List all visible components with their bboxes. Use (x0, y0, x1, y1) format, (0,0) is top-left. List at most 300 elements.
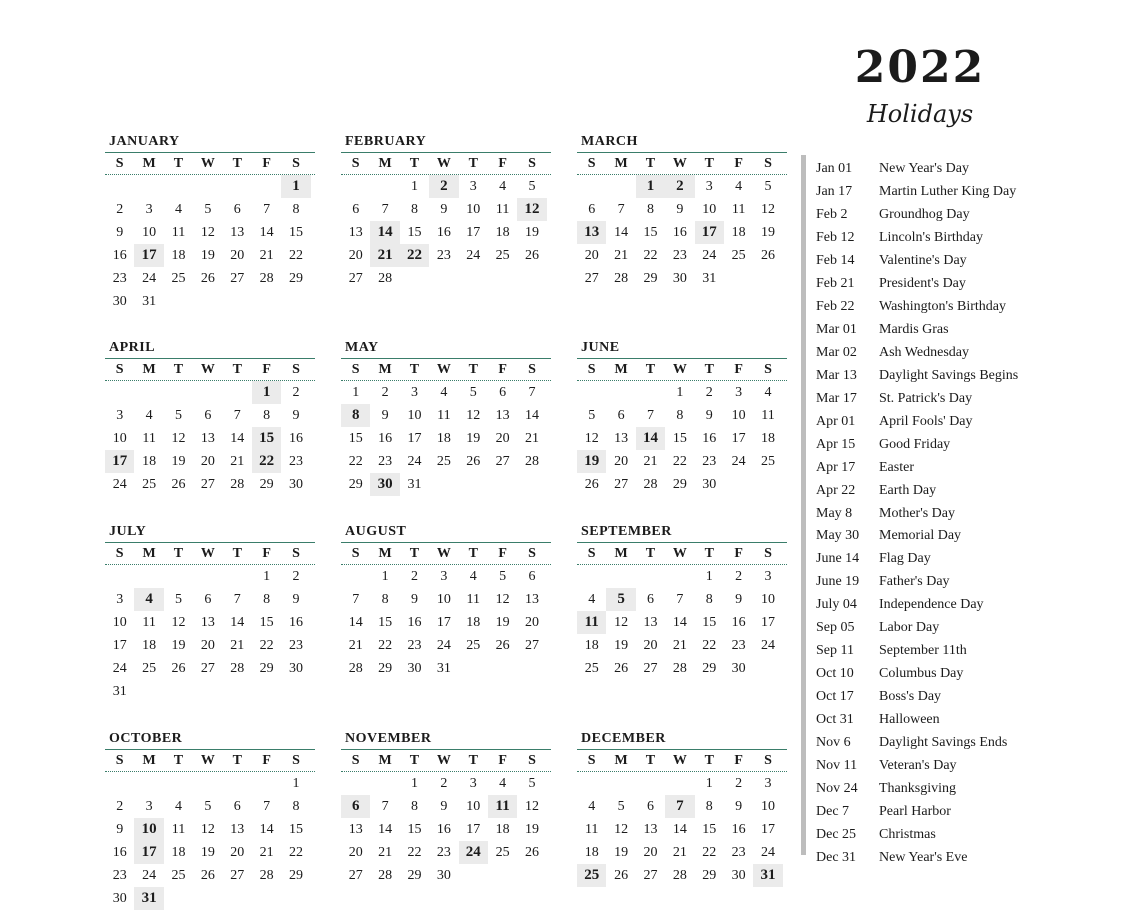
holiday-row (816, 319, 1136, 342)
date-cell: 15 (289, 225, 304, 240)
date-cell: 22 (407, 845, 422, 860)
date-cell: 24 (466, 248, 481, 263)
date-cell: 16 (731, 822, 746, 837)
empty-cell (370, 772, 399, 795)
weekday-label: S (351, 753, 360, 768)
weekday-label: S (115, 362, 124, 377)
date-cell: 5 (469, 385, 477, 400)
holiday-name: Earth Day (879, 482, 937, 498)
empty-cell (223, 772, 252, 795)
date-cell: 4 (145, 408, 153, 423)
date-cell: 4 (174, 799, 182, 814)
date-cell: 16 (407, 615, 422, 630)
empty-cell (164, 381, 193, 404)
weekday-label: S (764, 546, 772, 561)
date-cell: 6 (204, 592, 212, 607)
date-cell: 22 (289, 248, 304, 263)
holiday-row (816, 709, 1136, 732)
empty-cell (193, 175, 222, 198)
holiday-date: Oct 17 (816, 689, 854, 705)
weekday-label: T (645, 753, 656, 768)
holiday-row (816, 456, 1136, 479)
weekday-label: S (587, 546, 596, 561)
date-cell: 14 (614, 225, 629, 240)
date-cell: 8 (705, 799, 713, 814)
month-name: OCTOBER (109, 731, 183, 746)
date-cell: 19 (614, 845, 629, 860)
date-cell: 18 (171, 845, 186, 860)
weekday-label: S (764, 156, 772, 171)
weekday-label: S (351, 362, 360, 377)
empty-cell (636, 772, 665, 795)
days-grid (105, 772, 315, 910)
month-name: MARCH (581, 134, 638, 149)
date-cell: 2 (735, 776, 743, 791)
date-cell: 25 (171, 271, 186, 286)
date-cell: 7 (233, 408, 241, 423)
holiday-date-cell: 10 (134, 818, 163, 841)
date-cell: 26 (171, 477, 186, 492)
empty-cell (193, 772, 222, 795)
holiday-row (816, 296, 1136, 319)
weekday-label: M (614, 156, 628, 171)
holidays-subtitle: Holidays (866, 100, 974, 128)
date-cell: 18 (142, 454, 157, 469)
date-cell: 27 (200, 477, 215, 492)
date-cell: 18 (466, 615, 481, 630)
date-cell: 16 (112, 248, 127, 263)
holiday-date: May 30 (816, 528, 860, 544)
date-cell: 10 (466, 202, 481, 217)
date-cell: 18 (584, 638, 599, 653)
holiday-date: May 8 (816, 505, 853, 521)
holiday-row (816, 731, 1136, 754)
month-name: JANUARY (109, 134, 180, 149)
date-cell: 19 (200, 248, 215, 263)
date-cell: 26 (171, 661, 186, 676)
date-cell: 26 (584, 477, 599, 492)
date-cell: 17 (761, 822, 776, 837)
weekday-label: T (704, 156, 714, 171)
holiday-row (816, 502, 1136, 525)
date-cell: 16 (731, 615, 746, 630)
date-cell: 2 (735, 569, 743, 584)
date-cell: 6 (646, 799, 654, 814)
holiday-name: Flag Day (879, 551, 931, 567)
date-cell: 11 (437, 408, 451, 423)
holiday-name: Ash Wednesday (879, 344, 969, 360)
date-cell: 13 (200, 615, 215, 630)
date-cell: 29 (289, 271, 304, 286)
days-grid (341, 772, 551, 887)
date-cell: 15 (407, 225, 422, 240)
weekday-header (341, 749, 551, 772)
date-cell: 20 (348, 845, 363, 860)
weekday-label: W (672, 362, 687, 377)
holiday-date-cell: 11 (577, 611, 606, 634)
date-cell: 21 (348, 638, 363, 653)
empty-cell (105, 381, 134, 404)
holiday-date: Jan 01 (816, 161, 853, 177)
holiday-date: Feb 12 (816, 230, 855, 246)
weekday-label: T (468, 156, 478, 171)
date-cell: 10 (407, 408, 422, 423)
date-cell: 16 (702, 431, 717, 446)
date-cell: 2 (292, 385, 300, 400)
weekday-label: T (232, 546, 242, 561)
weekday-label: S (528, 156, 536, 171)
month-name: DECEMBER (581, 731, 666, 746)
empty-cell (665, 565, 694, 588)
holiday-row (816, 571, 1136, 594)
holiday-name: Boss's Day (879, 689, 942, 705)
date-cell: 29 (702, 661, 717, 676)
weekday-label: T (409, 546, 420, 561)
date-cell: 13 (525, 592, 540, 607)
date-cell: 29 (643, 271, 658, 286)
date-cell: 21 (525, 431, 540, 446)
holiday-row (816, 754, 1136, 777)
date-cell: 10 (142, 225, 157, 240)
holiday-row (816, 410, 1136, 433)
month-june (577, 338, 787, 496)
date-cell: 5 (204, 202, 212, 217)
date-cell: 4 (174, 202, 182, 217)
date-cell: 14 (230, 431, 245, 446)
holiday-row (816, 181, 1136, 204)
weekday-label: W (672, 753, 687, 768)
weekday-label: M (142, 546, 156, 561)
date-cell: 5 (204, 799, 212, 814)
holiday-name: Pearl Harbor (879, 803, 951, 819)
date-cell: 23 (112, 868, 127, 883)
date-cell: 27 (230, 271, 245, 286)
date-cell: 16 (289, 615, 304, 630)
weekday-label: M (378, 362, 392, 377)
weekday-label: S (115, 156, 124, 171)
date-cell: 22 (348, 454, 363, 469)
date-cell: 20 (584, 248, 599, 263)
weekday-label: T (173, 753, 184, 768)
date-cell: 27 (614, 477, 629, 492)
date-cell: 7 (233, 592, 241, 607)
holiday-date: Apr 22 (816, 482, 856, 498)
date-cell: 28 (259, 271, 274, 286)
date-cell: 10 (731, 408, 746, 423)
date-cell: 10 (112, 431, 127, 446)
date-cell: 29 (702, 868, 717, 883)
holiday-row (816, 846, 1136, 869)
date-cell: 15 (702, 615, 717, 630)
weekday-label: F (734, 546, 743, 561)
holiday-date-cell: 6 (341, 795, 370, 818)
date-cell: 16 (378, 431, 393, 446)
holiday-row (816, 387, 1136, 410)
holiday-date-cell: 13 (577, 221, 606, 244)
holiday-row (816, 227, 1136, 250)
weekday-label: T (645, 546, 656, 561)
weekday-label: S (292, 362, 300, 377)
holiday-date-cell: 1 (281, 175, 310, 198)
date-cell: 7 (528, 385, 536, 400)
date-cell: 12 (200, 822, 215, 837)
weekday-label: M (614, 753, 628, 768)
date-cell: 15 (259, 615, 274, 630)
holiday-row (816, 479, 1136, 502)
date-cell: 25 (436, 454, 451, 469)
weekday-label: F (262, 753, 271, 768)
holiday-date: Mar 17 (816, 390, 857, 406)
empty-cell (665, 772, 694, 795)
weekday-label: S (351, 156, 360, 171)
date-cell: 27 (495, 454, 510, 469)
divider (801, 155, 806, 855)
holiday-date-cell: 15 (252, 427, 281, 450)
date-cell: 14 (348, 615, 363, 630)
date-cell: 28 (643, 477, 658, 492)
weekday-label: T (232, 156, 242, 171)
holiday-date: Nov 11 (816, 757, 858, 773)
date-cell: 16 (436, 822, 451, 837)
holiday-name: Father's Day (879, 574, 950, 590)
date-cell: 9 (676, 202, 684, 217)
holiday-date: Sep 11 (816, 643, 854, 659)
weekday-label: T (704, 753, 714, 768)
date-cell: 25 (142, 661, 157, 676)
holiday-row (816, 250, 1136, 273)
date-cell: 21 (259, 248, 274, 263)
holiday-date-cell: 22 (400, 244, 429, 267)
date-cell: 12 (171, 615, 186, 630)
date-cell: 7 (381, 202, 389, 217)
holiday-date: June 19 (816, 574, 860, 590)
date-cell: 3 (116, 408, 124, 423)
date-cell: 5 (174, 408, 182, 423)
date-cell: 21 (378, 845, 393, 860)
holiday-name: Memorial Day (879, 528, 962, 544)
weekday-label: S (528, 362, 536, 377)
date-cell: 10 (761, 799, 776, 814)
date-cell: 24 (761, 845, 776, 860)
holiday-date-cell: 17 (134, 841, 163, 864)
date-cell: 13 (230, 225, 245, 240)
month-name: JUNE (581, 340, 620, 355)
date-cell: 23 (378, 454, 393, 469)
weekday-label: S (587, 362, 596, 377)
date-cell: 19 (614, 638, 629, 653)
date-cell: 19 (466, 431, 481, 446)
date-cell: 13 (495, 408, 510, 423)
holiday-date-cell: 24 (459, 841, 488, 864)
date-cell: 25 (495, 845, 510, 860)
holiday-date-cell: 31 (134, 887, 163, 910)
date-cell: 11 (142, 431, 156, 446)
date-cell: 12 (614, 615, 629, 630)
weekday-label: S (115, 753, 124, 768)
empty-cell (252, 175, 281, 198)
date-cell: 22 (643, 248, 658, 263)
days-grid (577, 772, 787, 887)
weekday-label: T (409, 753, 420, 768)
weekday-label: T (645, 362, 656, 377)
date-cell: 9 (410, 592, 418, 607)
weekday-header (577, 749, 787, 772)
date-cell: 31 (142, 294, 157, 309)
holiday-name: Labor Day (879, 620, 940, 636)
date-cell: 7 (263, 202, 271, 217)
date-cell: 21 (230, 638, 245, 653)
date-cell: 25 (142, 477, 157, 492)
date-cell: 8 (410, 799, 418, 814)
empty-cell (606, 381, 635, 404)
date-cell: 21 (230, 454, 245, 469)
date-cell: 12 (466, 408, 481, 423)
holiday-name: President's Day (879, 276, 966, 292)
empty-cell (577, 772, 606, 795)
holiday-row (816, 433, 1136, 456)
weekday-label: T (173, 362, 184, 377)
date-cell: 27 (525, 638, 540, 653)
date-cell: 26 (466, 454, 481, 469)
weekday-label: S (764, 753, 772, 768)
date-cell: 14 (259, 225, 274, 240)
weekday-header (577, 152, 787, 175)
date-cell: 1 (410, 776, 418, 791)
date-cell: 2 (292, 569, 300, 584)
weekday-label: W (436, 753, 451, 768)
weekday-header (577, 542, 787, 565)
date-cell: 1 (292, 776, 300, 791)
weekday-header (341, 542, 551, 565)
date-cell: 17 (466, 822, 481, 837)
empty-cell (223, 565, 252, 588)
date-cell: 2 (440, 776, 448, 791)
date-cell: 28 (378, 271, 393, 286)
date-cell: 8 (292, 799, 300, 814)
holiday-name: Daylight Savings Begins (879, 367, 1019, 383)
date-cell: 19 (761, 225, 776, 240)
weekday-label: W (200, 546, 215, 561)
weekday-label: T (704, 362, 714, 377)
date-cell: 21 (672, 638, 687, 653)
date-cell: 30 (407, 661, 422, 676)
date-cell: 6 (588, 202, 596, 217)
date-cell: 25 (495, 248, 510, 263)
date-cell: 26 (525, 248, 540, 263)
date-cell: 15 (378, 615, 393, 630)
month-name: APRIL (109, 340, 156, 355)
date-cell: 3 (116, 592, 124, 607)
date-cell: 8 (263, 592, 271, 607)
weekday-label: T (409, 362, 420, 377)
date-cell: 14 (672, 615, 687, 630)
date-cell: 8 (381, 592, 389, 607)
date-cell: 26 (495, 638, 510, 653)
days-grid (577, 565, 787, 680)
holiday-date-cell: 17 (134, 244, 163, 267)
date-cell: 28 (525, 454, 540, 469)
date-cell: 6 (233, 202, 241, 217)
date-cell: 27 (584, 271, 599, 286)
date-cell: 23 (702, 454, 717, 469)
date-cell: 3 (735, 385, 743, 400)
holiday-date: Apr 15 (816, 436, 856, 452)
holiday-date-cell: 1 (252, 381, 281, 404)
weekday-label: M (378, 753, 392, 768)
date-cell: 30 (702, 477, 717, 492)
date-cell: 21 (614, 248, 629, 263)
weekday-label: S (528, 546, 536, 561)
weekday-header (105, 542, 315, 565)
date-cell: 3 (764, 776, 772, 791)
holiday-date-cell: 22 (252, 450, 281, 473)
date-cell: 3 (469, 179, 477, 194)
holiday-date-cell: 5 (606, 588, 635, 611)
weekday-label: T (232, 753, 242, 768)
holiday-name: Columbus Day (879, 666, 964, 682)
month-name: SEPTEMBER (581, 524, 672, 539)
weekday-label: W (200, 362, 215, 377)
weekday-label: T (173, 156, 184, 171)
holiday-name: Mother's Day (879, 505, 956, 521)
date-cell: 19 (171, 638, 186, 653)
weekday-label: S (351, 546, 360, 561)
holiday-row (816, 686, 1136, 709)
empty-cell (105, 175, 134, 198)
holiday-name: September 11th (879, 643, 967, 659)
weekday-label: S (764, 362, 772, 377)
holiday-name: Washington's Birthday (879, 299, 1006, 315)
date-cell: 17 (436, 615, 451, 630)
date-cell: 13 (614, 431, 629, 446)
date-cell: 30 (112, 294, 127, 309)
holiday-date-cell: 2 (665, 175, 694, 198)
date-cell: 23 (112, 271, 127, 286)
date-cell: 19 (525, 822, 540, 837)
date-cell: 9 (440, 799, 448, 814)
date-cell: 7 (263, 799, 271, 814)
date-cell: 5 (528, 776, 536, 791)
weekday-label: F (262, 156, 271, 171)
date-cell: 5 (499, 569, 507, 584)
date-cell: 15 (702, 822, 717, 837)
date-cell: 18 (495, 822, 510, 837)
date-cell: 19 (171, 454, 186, 469)
days-grid (341, 565, 551, 680)
date-cell: 20 (348, 248, 363, 263)
empty-cell (105, 772, 134, 795)
date-cell: 26 (614, 661, 629, 676)
date-cell: 9 (292, 592, 300, 607)
date-cell: 24 (142, 271, 157, 286)
weekday-label: S (292, 546, 300, 561)
date-cell: 23 (672, 248, 687, 263)
date-cell: 7 (381, 799, 389, 814)
weekday-label: F (498, 362, 507, 377)
holiday-name: Mardis Gras (879, 322, 949, 338)
date-cell: 13 (348, 822, 363, 837)
weekday-label: T (704, 546, 714, 561)
holiday-name: Good Friday (879, 436, 951, 452)
date-cell: 29 (407, 868, 422, 883)
weekday-label: S (528, 753, 536, 768)
holiday-name: Easter (879, 459, 914, 475)
date-cell: 16 (672, 225, 687, 240)
date-cell: 30 (731, 661, 746, 676)
empty-cell (252, 772, 281, 795)
days-grid (341, 175, 551, 290)
holiday-name: Martin Luther King Day (879, 184, 1017, 200)
